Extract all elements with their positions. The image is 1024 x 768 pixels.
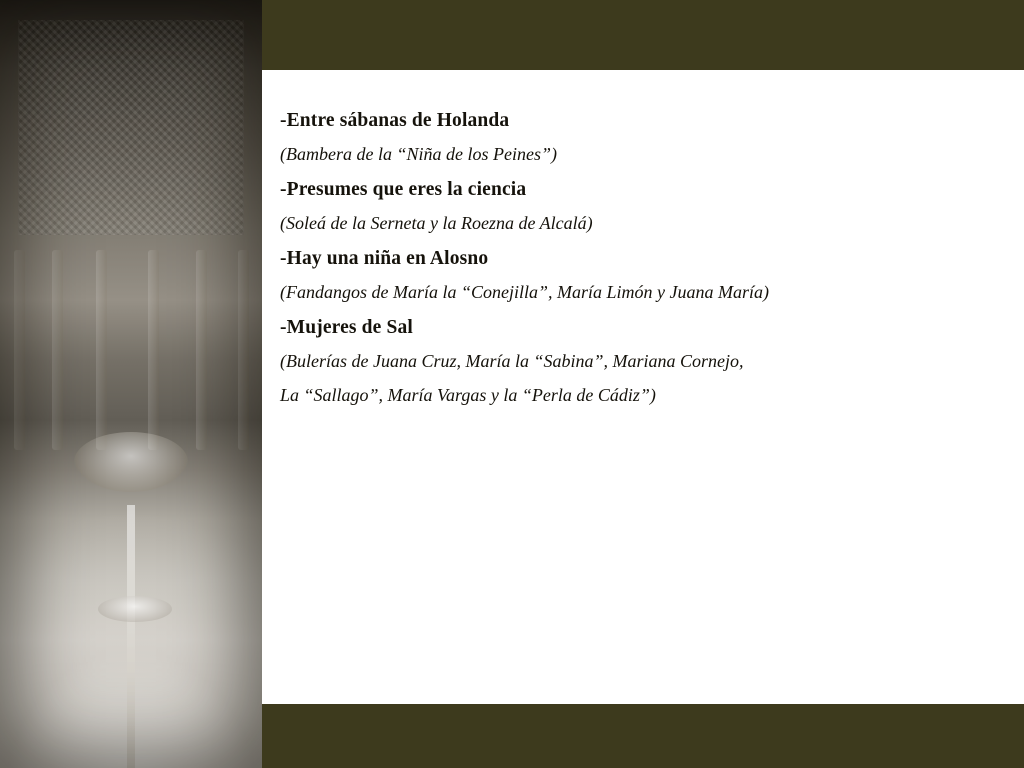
- entry-subtitle: (Fandangos de María la “Conejilla”, María Limón y Juana María): [280, 282, 769, 302]
- basin-decoration: [98, 596, 172, 622]
- fountain-decoration: [74, 432, 188, 492]
- entry-title: -Presumes que eres la ciencia: [280, 179, 527, 200]
- entry-subtitle: (Bambera de la “Niña de los Peines”): [280, 144, 557, 164]
- entry-title: -Mujeres de Sal: [280, 317, 413, 338]
- content-body: [280, 104, 1000, 414]
- muqarnas-lattice-decoration: [18, 20, 244, 235]
- column-row-decoration: [0, 250, 262, 450]
- top-accent-bar: [262, 0, 1024, 70]
- bottom-accent-bar: [262, 704, 1024, 768]
- entry-subtitle: (Soleá de la Serneta y la Roezna de Alcalá): [280, 213, 593, 233]
- entry-subtitle-continued: La “Sallago”, María Vargas y la “Perla de Cádiz”): [280, 385, 656, 405]
- photo-panel: [0, 0, 262, 768]
- list-item: [280, 311, 1000, 412]
- list-item: [280, 173, 1000, 240]
- entry-subtitle: (Bulerías de Juana Cruz, María la “Sabina”, Mariana Cornejo,: [280, 351, 744, 371]
- list-item: [280, 242, 1000, 309]
- list-item: [280, 104, 1000, 171]
- entry-title: -Hay una niña en Alosno: [280, 248, 489, 269]
- water-channel-decoration: [127, 505, 135, 768]
- entry-title: -Entre sábanas de Holanda: [280, 110, 510, 131]
